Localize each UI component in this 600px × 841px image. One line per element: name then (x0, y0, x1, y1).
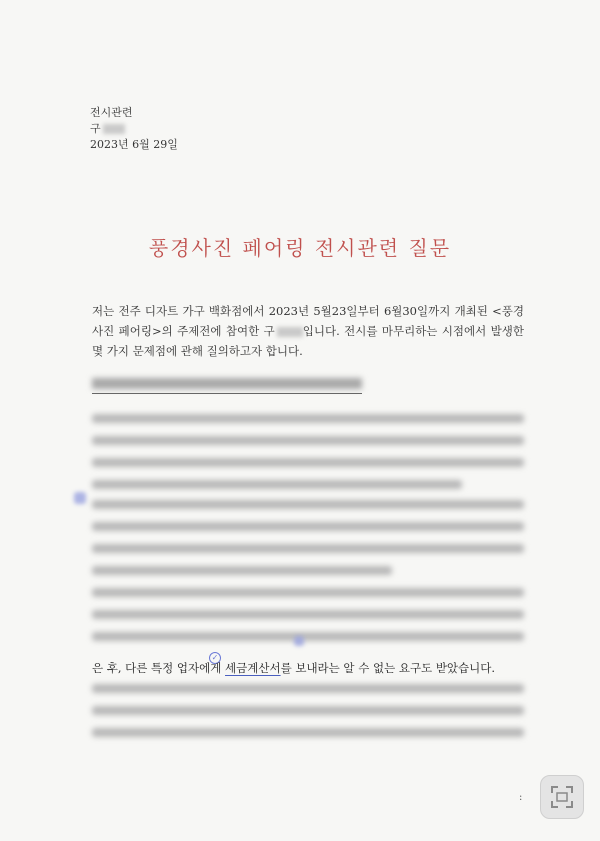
blurred-text-line (92, 414, 524, 423)
blurred-text-line (92, 684, 524, 693)
header-date: 2023년 6월 29일 (90, 138, 178, 151)
scan-frame-icon (549, 784, 575, 810)
blurred-text-line (92, 436, 524, 445)
redacted-name (277, 327, 303, 337)
blurred-text-line (92, 588, 524, 597)
blurred-text-line (92, 480, 462, 489)
redacted-name (103, 124, 125, 134)
highlighted-term: 세금계산서 (225, 661, 281, 675)
blurred-text-line (92, 706, 524, 715)
section-underline (92, 393, 362, 394)
page-number: : (519, 792, 523, 803)
header-line-author: 구 (90, 121, 178, 137)
blurred-text-line (92, 566, 392, 575)
blurred-text-line (92, 610, 524, 619)
check-mark-icon: ✓ (209, 652, 221, 664)
scan-app-icon (540, 775, 584, 819)
blurred-text-line (92, 458, 524, 467)
blurred-text-line (92, 500, 524, 509)
blurred-section-heading (92, 378, 362, 389)
document-title: 풍경사진 페어링 전시관련 질문 (148, 236, 452, 260)
header-block (90, 105, 178, 153)
intro-paragraph: 저는 전주 디자트 가구 백화점에서 2023년 5월23일부터 6월30일까지 개최된 <풍경사진 페어링>의 주제전에 참여한 구 입니다. 전시를 마무리하는 시점에서 발생한 몇 가지 문제점에 관해 질의하고자 합니다. (92, 304, 524, 358)
blurred-text-line (92, 544, 524, 553)
header-line-category: 전시관련 (90, 106, 133, 119)
blurred-text-line (92, 522, 524, 531)
blurred-text-line (92, 728, 524, 737)
blurred-text-line (92, 632, 524, 641)
ink-mark-icon (294, 636, 304, 646)
visible-sentence: 은 후, 다른 특정 업자에게 세금계산서를 보내라는 알 수 없는 요구도 받았습니다. (92, 661, 496, 675)
ink-mark-icon (74, 492, 86, 504)
